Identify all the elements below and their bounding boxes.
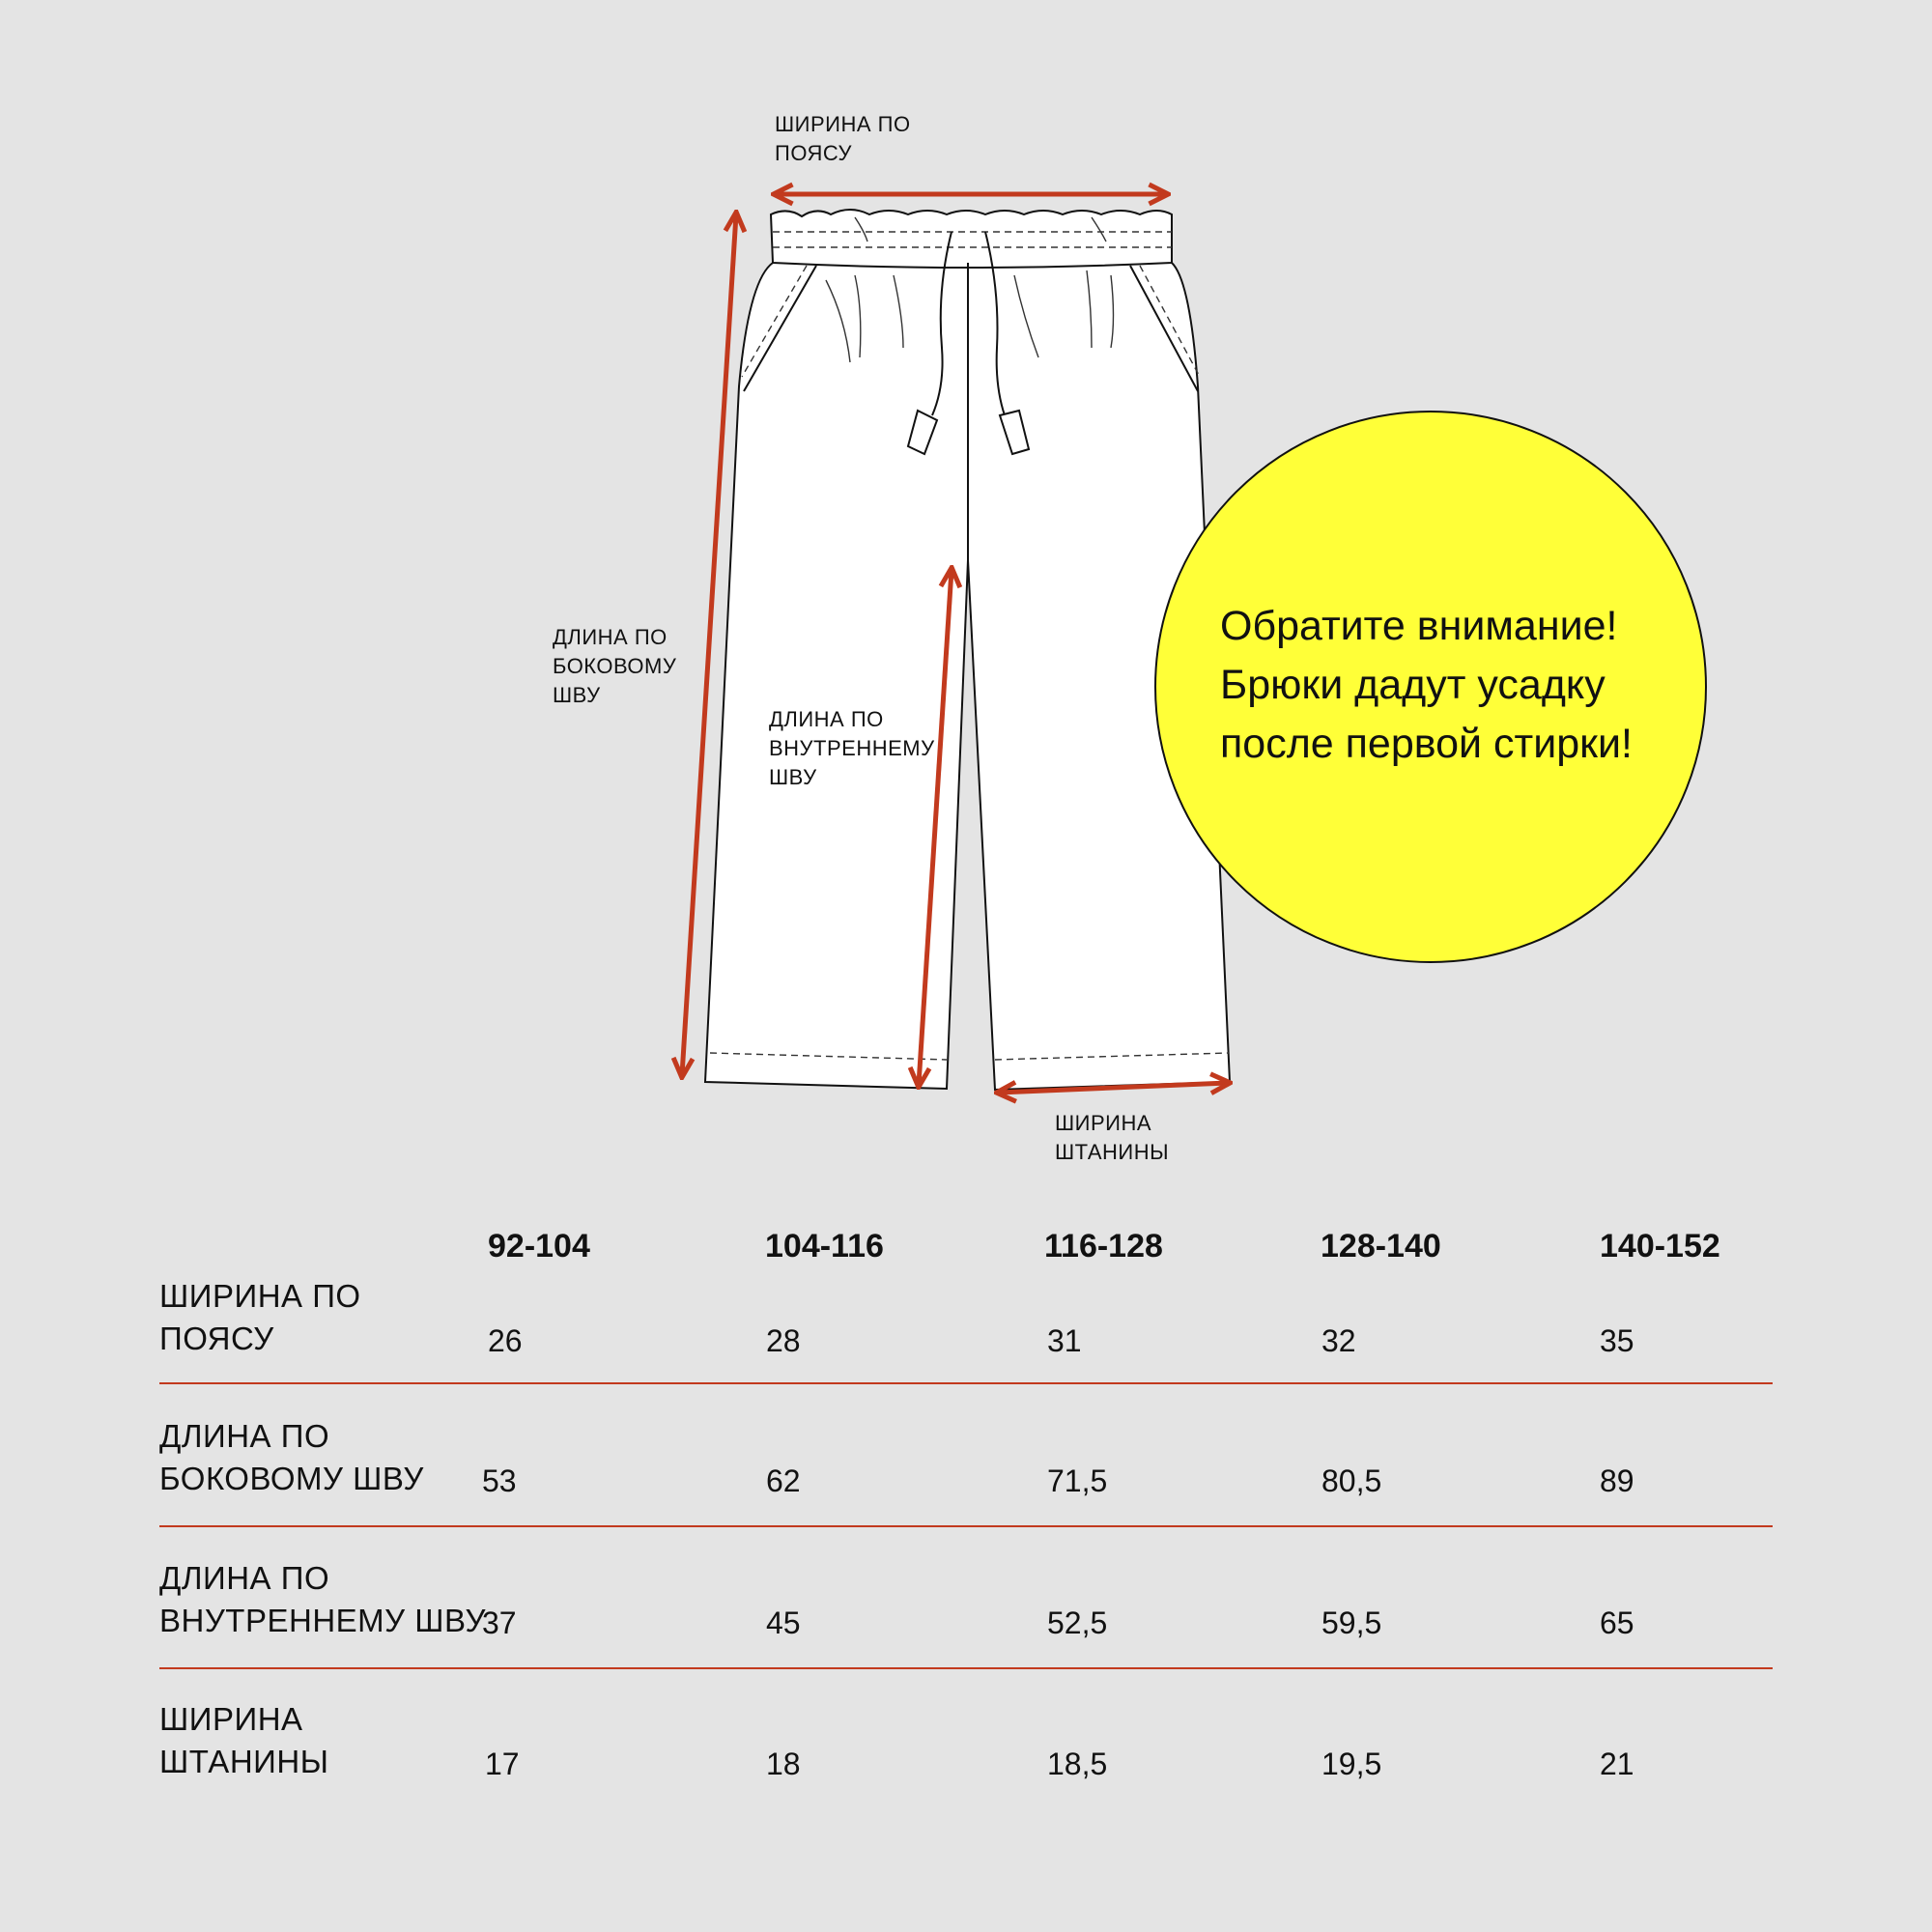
table-cell: 89 [1600, 1463, 1634, 1498]
size-header: 104-116 [765, 1228, 884, 1264]
side-seam-length-label: ДЛИНА ПО БОКОВОМУ ШВУ [553, 625, 677, 707]
table-cell: 52,5 [1047, 1605, 1108, 1640]
table-cell: 18,5 [1047, 1747, 1108, 1781]
table-cell: 31 [1047, 1323, 1082, 1358]
table-cell: 28 [766, 1323, 801, 1358]
table-cell: 21 [1600, 1747, 1634, 1781]
size-header: 116-128 [1044, 1228, 1163, 1264]
row-label-side-seam-length: ДЛИНА ПО БОКОВОМУ ШВУ [159, 1418, 424, 1496]
waistband [771, 210, 1172, 268]
table-cell: 17 [485, 1747, 520, 1781]
leg-width-label: ШИРИНА ШТАНИНЫ [1055, 1111, 1170, 1164]
row-divider [159, 1382, 1773, 1384]
size-header: 92-104 [488, 1228, 590, 1264]
pants-drawing [705, 210, 1230, 1090]
table-cell: 32 [1321, 1323, 1356, 1358]
table-cell: 62 [766, 1463, 801, 1498]
table-cell: 80,5 [1321, 1463, 1382, 1498]
waist-width-label: ШИРИНА ПО ПОЯСУ [775, 112, 911, 165]
row-divider [159, 1667, 1773, 1669]
row-divider [159, 1525, 1773, 1527]
table-cell: 35 [1600, 1323, 1634, 1358]
size-header: 140-152 [1600, 1228, 1720, 1264]
shrinkage-notice-text: Обратите внимание! Брюки дадут усадку после первой стирки! [1220, 603, 1633, 767]
table-cell: 26 [488, 1323, 523, 1358]
table-cell: 53 [482, 1463, 517, 1498]
table-cell: 18 [766, 1747, 801, 1781]
inseam-length-label: ДЛИНА ПО ВНУТРЕННЕМУ ШВУ [769, 707, 935, 789]
table-cell: 19,5 [1321, 1747, 1382, 1781]
table-cell: 65 [1600, 1605, 1634, 1640]
table-cell: 59,5 [1321, 1605, 1382, 1640]
table-cell: 45 [766, 1605, 801, 1640]
table-cell: 71,5 [1047, 1463, 1108, 1498]
size-header: 128-140 [1321, 1228, 1441, 1264]
table-cell: 37 [482, 1605, 517, 1640]
row-label-waist-width: ШИРИНА ПО ПОЯСУ [159, 1278, 361, 1356]
row-label-leg-width: ШИРИНА ШТАНИНЫ [159, 1701, 329, 1779]
row-label-inseam-length: ДЛИНА ПО ВНУТРЕННЕМУ ШВУ [159, 1560, 486, 1638]
